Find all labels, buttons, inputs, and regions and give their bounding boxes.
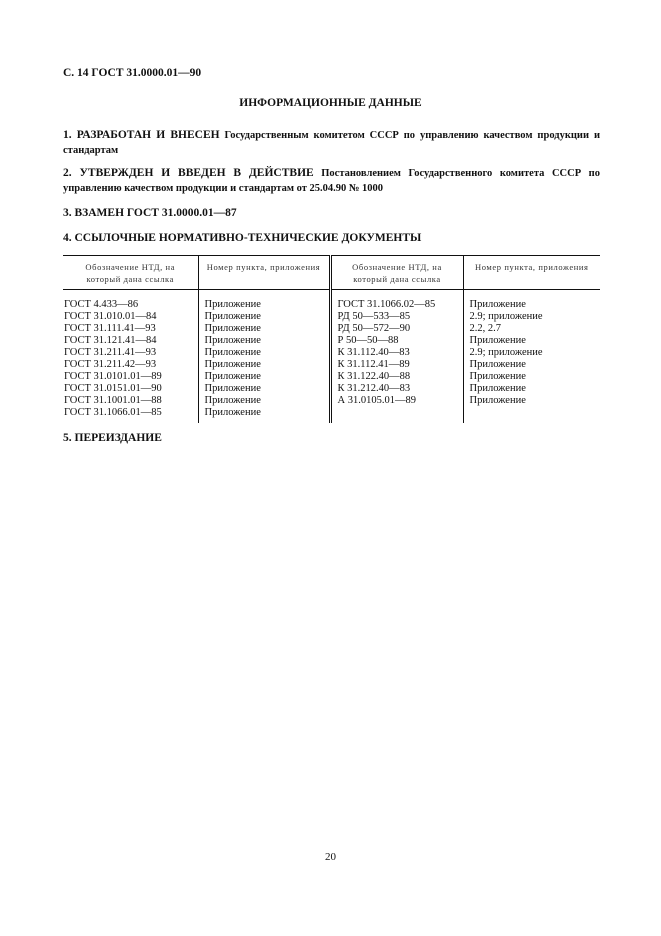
left-item-cell: Приложение bbox=[198, 383, 330, 395]
table-row bbox=[63, 323, 600, 335]
page-number: 20 bbox=[325, 851, 336, 863]
left-doc-cell: ГОСТ 31.211.42—93 bbox=[63, 359, 198, 371]
right-item-cell: Приложение bbox=[469, 371, 526, 382]
right-item-cell: Приложение bbox=[469, 359, 526, 370]
item-lead: 5. ПЕРЕИЗДАНИЕ bbox=[63, 432, 162, 444]
table-row bbox=[63, 359, 600, 371]
table-row bbox=[63, 311, 600, 323]
left-item-cell: Приложение bbox=[198, 290, 330, 312]
header-right-doc: Обозначение НТД, на который дана ссылка bbox=[330, 256, 463, 290]
table-row bbox=[63, 335, 600, 347]
left-doc-cell: ГОСТ 31.211.41—93 bbox=[63, 347, 198, 359]
right-doc-cell bbox=[330, 407, 463, 423]
right-item-cell: 2.9; приложение bbox=[469, 311, 543, 322]
left-item-cell: Приложение bbox=[198, 395, 330, 407]
right-doc-cell: РД 50—572—90 bbox=[330, 323, 463, 335]
right-doc-cell: К 31.122.40—88 bbox=[330, 371, 463, 383]
reference-documents-table bbox=[63, 255, 600, 423]
item-lead: 2. УТВЕРЖДЕН И ВВЕДЕН В ДЕЙСТВИЕ bbox=[63, 167, 314, 179]
left-item-cell: Приложение bbox=[198, 371, 330, 383]
left-item-cell: Приложение bbox=[198, 347, 330, 359]
page-header: С. 14 ГОСТ 31.0000.01—90 bbox=[63, 67, 202, 79]
right-item-cell: Приложение bbox=[469, 335, 526, 346]
right-item-cell: Приложение bbox=[469, 383, 526, 394]
left-doc-cell: ГОСТ 31.1066.01—85 bbox=[63, 407, 198, 423]
left-doc-cell: ГОСТ 31.0101.01—89 bbox=[63, 371, 198, 383]
left-item-cell: Приложение bbox=[198, 311, 330, 323]
item-reference-docs bbox=[63, 231, 600, 246]
left-item-cell: Приложение bbox=[198, 407, 330, 423]
section-title: ИНФОРМАЦИОННЫЕ ДАННЫЕ bbox=[239, 97, 422, 109]
header-right-item: Номер пункта, приложения bbox=[463, 256, 600, 290]
right-item-cell: Приложение bbox=[469, 299, 526, 310]
right-doc-cell: РД 50—533—85 bbox=[330, 311, 463, 323]
left-doc-cell: ГОСТ 31.111.41—93 bbox=[63, 323, 198, 335]
item-lead: 3. ВЗАМЕН ГОСТ 31.0000.01—87 bbox=[63, 207, 237, 219]
left-doc-cell: ГОСТ 31.121.41—84 bbox=[63, 335, 198, 347]
header-left-item: Номер пункта, приложения bbox=[198, 256, 330, 290]
right-item-cell: 2.2, 2.7 bbox=[469, 323, 501, 334]
right-doc-cell: К 31.212.40—83 bbox=[330, 383, 463, 395]
left-doc-cell: ГОСТ 31.010.01—84 bbox=[63, 311, 198, 323]
right-item-cell: Приложение bbox=[469, 395, 526, 406]
left-item-cell: Приложение bbox=[198, 323, 330, 335]
table-row bbox=[63, 383, 600, 395]
item-text: Постановлением Государственного комитета СССР по управлению качеством продукции и стандартам от 25.04.90 № 1000 bbox=[63, 168, 600, 194]
right-item-cell bbox=[463, 407, 600, 423]
left-doc-cell: ГОСТ 31.0151.01—90 bbox=[63, 383, 198, 395]
left-item-cell: Приложение bbox=[198, 359, 330, 371]
right-doc-cell: А 31.0105.01—89 bbox=[330, 395, 463, 407]
right-doc-cell: К 31.112.40—83 bbox=[330, 347, 463, 359]
item-reissue bbox=[63, 431, 600, 446]
table-row bbox=[63, 290, 600, 312]
table-header-row bbox=[63, 256, 600, 290]
right-item-cell: 2.9; приложение bbox=[469, 347, 543, 358]
table-row bbox=[63, 371, 600, 383]
left-doc-cell: ГОСТ 4.433—86 bbox=[63, 290, 198, 312]
table-row bbox=[63, 407, 600, 423]
left-item-cell: Приложение bbox=[198, 335, 330, 347]
item-lead: 4. ССЫЛОЧНЫЕ НОРМАТИВНО-ТЕХНИЧЕСКИЕ ДОКУМЕНТЫ bbox=[63, 232, 422, 244]
item-approved bbox=[63, 166, 600, 196]
right-doc-cell: Р 50—50—88 bbox=[330, 335, 463, 347]
item-developed-by bbox=[63, 128, 600, 158]
right-doc-cell: ГОСТ 31.1066.02—85 bbox=[330, 290, 463, 312]
item-text: Государственным комитетом СССР по управлению качеством продукции и стандартам bbox=[63, 130, 600, 156]
left-doc-cell: ГОСТ 31.1001.01—88 bbox=[63, 395, 198, 407]
table-row bbox=[63, 347, 600, 359]
item-lead: 1. РАЗРАБОТАН И ВНЕСЕН bbox=[63, 129, 220, 141]
header-left-doc: Обозначение НТД, на который дана ссылка bbox=[63, 256, 198, 290]
right-doc-cell: К 31.112.41—89 bbox=[330, 359, 463, 371]
table-row bbox=[63, 395, 600, 407]
item-replaces bbox=[63, 206, 600, 221]
